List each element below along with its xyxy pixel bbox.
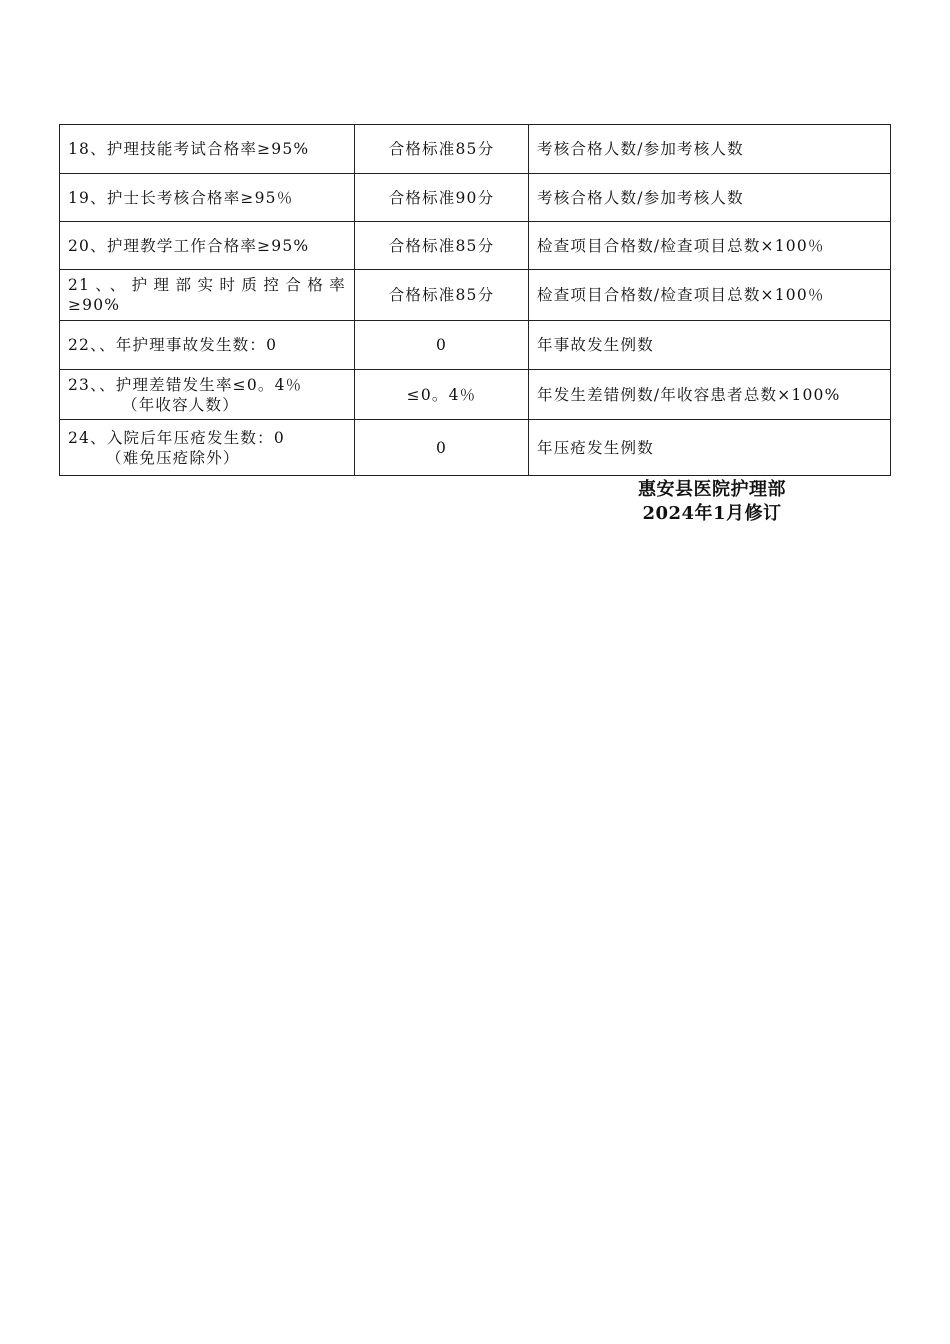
signature-block [608, 478, 816, 526]
indicator-standard: 合格标准90分 [355, 174, 529, 222]
indicator-item-line2: （难免压疮除外） [106, 448, 240, 467]
table-row [60, 321, 891, 370]
indicator-standard: 0 [355, 420, 529, 476]
indicator-standard: 合格标准85分 [355, 222, 529, 270]
indicator-item-line1: 21、、护理部实时质控合格率 [68, 276, 346, 294]
table-row [60, 420, 891, 476]
indicator-item-line1: 24、入院后年压疮发生数：0 [68, 428, 285, 447]
indicator-item: 18、护理技能考试合格率≥95% [60, 125, 355, 174]
indicator-item-line1: 23、、护理差错发生率≤0。4％ [68, 375, 303, 394]
indicator-item [60, 270, 355, 321]
indicator-formula: 考核合格人数/参加考核人数 [529, 125, 891, 174]
indicator-item-line2: （年收容人数） [122, 395, 239, 414]
indicator-item: 19、护士长考核合格率≥95％ [60, 174, 355, 222]
table-row [60, 174, 891, 222]
indicator-formula: 检查项目合格数/检查项目总数×100％ [529, 222, 891, 270]
indicator-standard: 合格标准85分 [355, 270, 529, 321]
indicator-formula: 考核合格人数/参加考核人数 [529, 174, 891, 222]
indicator-item: 20、护理教学工作合格率≥95% [60, 222, 355, 270]
indicator-item [60, 370, 355, 420]
table-row [60, 370, 891, 420]
table-row [60, 270, 891, 321]
indicator-item: 22、、年护理事故发生数：0 [60, 321, 355, 370]
indicator-item [60, 420, 355, 476]
indicator-standard: 合格标准85分 [355, 125, 529, 174]
indicator-formula: 检查项目合格数/检查项目总数×100％ [529, 270, 891, 321]
indicator-formula: 年事故发生例数 [529, 321, 891, 370]
signature-org: 惠安县医院护理部 [638, 479, 786, 500]
indicator-item-line2: ≥90% [68, 296, 121, 314]
signature-date: 2024年1月修订 [642, 503, 782, 524]
table-row [60, 222, 891, 270]
indicator-standard: ≤0。4％ [355, 370, 529, 420]
table-row [60, 125, 891, 174]
indicator-formula: 年发生差错例数/年收容患者总数×100% [529, 370, 891, 420]
indicator-formula: 年压疮发生例数 [529, 420, 891, 476]
quality-indicator-table [59, 124, 891, 476]
indicator-standard: 0 [355, 321, 529, 370]
